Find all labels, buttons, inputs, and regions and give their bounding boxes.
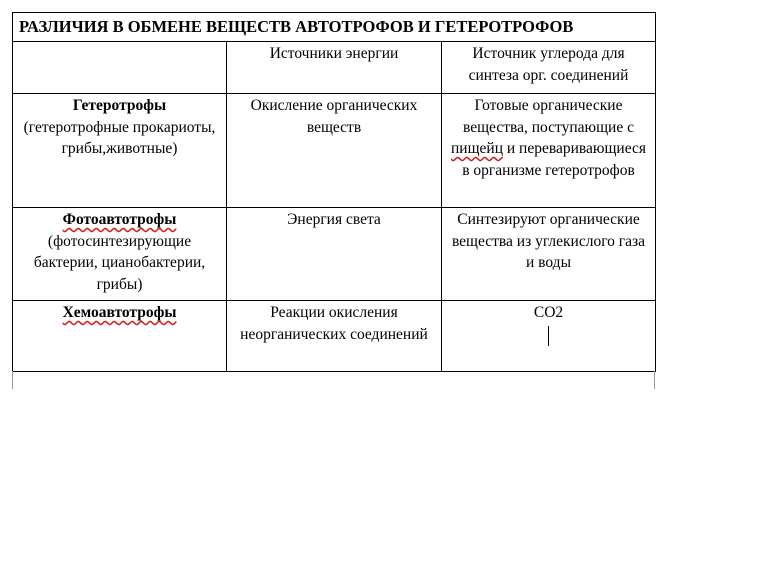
organism-description: (фотосинтезирующие бактерии, цианобактерии, грибы) [33,232,206,293]
comparison-table [12,12,656,372]
table-title: РАЗЛИЧИЯ В ОБМЕНЕ ВЕЩЕСТВ АВТОТРОФОВ И ГЕТЕРОТРОФОВ [13,13,656,42]
organism-cell [13,301,227,372]
energy-cell: Энергия света [227,208,442,301]
header-carbon-source: Источник углерода для синтеза орг. соединений [442,42,656,94]
organism-name: Гетеротрофы [72,97,167,114]
header-row [13,42,656,94]
carbon-cell [442,94,656,208]
text-cursor [548,326,549,346]
carbon-text-end: и переваривающиеся в организме гетеротрофов [462,140,646,179]
table-continuation [12,371,655,389]
title-row [13,13,656,42]
carbon-cell: Синтезируют органические вещества из углекислого газа и воды [442,208,656,301]
organism-name: Фотоавтотрофы [62,211,177,228]
carbon-cell[interactable] [442,301,656,372]
energy-cell: Реакции окисления неорганических соединений [227,301,442,372]
table-row [13,208,656,301]
organism-name: Хемоавтотрофы [62,304,177,321]
header-energy-sources: Источники энергии [227,42,442,94]
header-empty-cell [13,42,227,94]
energy-cell: Окисление органических веществ [227,94,442,208]
spellcheck-marked-word: пищейц [451,140,504,157]
carbon-value: CO2 [533,304,564,321]
organism-cell [13,94,227,208]
organism-description: (гетеротрофные прокариоты, грибы,животные) [23,118,216,157]
organism-cell [13,208,227,301]
carbon-text-start: Готовые органические вещества, поступающие с [463,97,634,136]
table-row [13,301,656,372]
table-row [13,94,656,208]
